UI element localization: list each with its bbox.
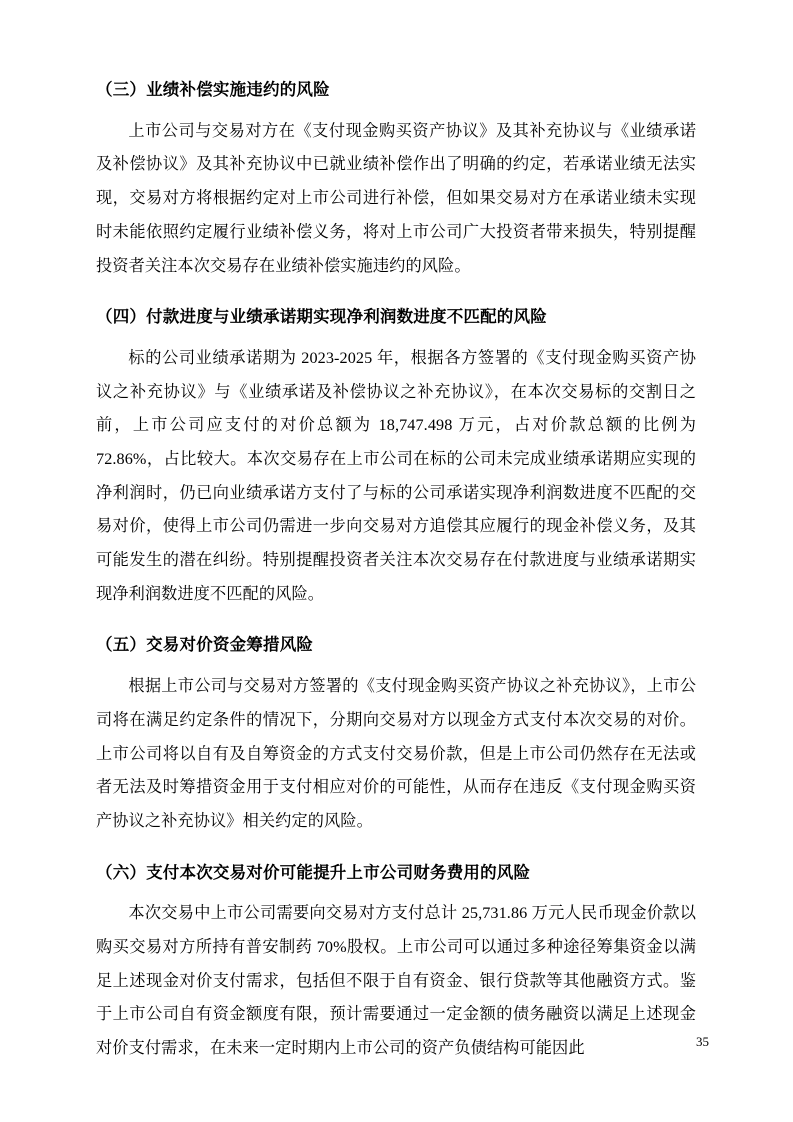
section-paragraph-4-1: 标的公司业绩承诺期为 2023-2025 年，根据各方签署的《支付现金购买资产协议之补充协议》与《业绩承诺及补偿协议之补充协议》，在本次交易标的交割日之前，上市公司应支付的对价总额为 18,747.498 万元，占对价款总额的比例为 72.86%，占比较大。本次交易存在上市公司在标的公司未完成业绩承诺期应实现的净利润时，仍已向业绩承诺方支付了与标的公司承诺实现净利润数进度不匹配的交易对价，使得上市公司仍需进一步向交易对方追偿其应履行的现金补偿义务，及其可能发生的潜在纠纷。特别提醒投资者关注本次交易存在付款进度与业绩承诺期实现净利润数进度不匹配的风险。: [96, 348, 696, 603]
page-number: 35: [696, 1034, 709, 1049]
section-heading-5: （五）交易对价资金筹措风险: [96, 635, 314, 655]
section-heading-3: （三）业绩补偿实施违约的风险: [96, 80, 330, 99]
section-paragraph-3-1: 上市公司与交易对方在《支付现金购买资产协议》及其补充协议与《业绩承诺及补偿协议》及其补充协议中已就业绩补偿作出了明确的约定，若承诺业绩无法实现，交易对方将根据约定对上市公司进行补偿，但如果交易对方在承诺业绩未实现时未能依照约定履行业绩补偿义务，将对上市公司广大投资者带来损失，特别提醒投资者关注本次交易存在业绩补偿实施违约的风险。: [96, 121, 696, 275]
section-paragraph-5-1: 根据上市公司与交易对方签署的《支付现金购买资产协议之补充协议》，上市公司将在满足约定条件的情况下，分期向交易对方以现金方式支付本次交易的对价。上市公司将以自有及自筹资金的方式支付交易价款，但是上市公司仍然存在无法或者无法及时筹措资金用于支付相应对价的可能性，从而存在违反《支付现金购买资产协议之补充协议》相关约定的风险。: [96, 677, 696, 830]
section-heading-4: （四）付款进度与业绩承诺期实现净利润数进度不匹配的风险: [96, 307, 547, 327]
page-content: [96, 78, 696, 1080]
section-heading-6: （六）支付本次交易对价可能提升上市公司财务费用的风险: [96, 862, 531, 882]
section-paragraph-6-1: 本次交易中上市公司需要向交易对方支付总计 25,731.86 万元人民币现金价款以购买交易对方所持有普安制药 70%股权。上市公司可以通过多种途径筹集资金以满足上述现金对价支付需求，包括但不限于自有资金、银行贷款等其他融资方式。鉴于上市公司自有资金额度有限，预计需要通过一定金额的债务融资以满足上述现金对价支付需求，在未来一定时期内上市公司的资产负债结构可能因此: [96, 904, 696, 1058]
